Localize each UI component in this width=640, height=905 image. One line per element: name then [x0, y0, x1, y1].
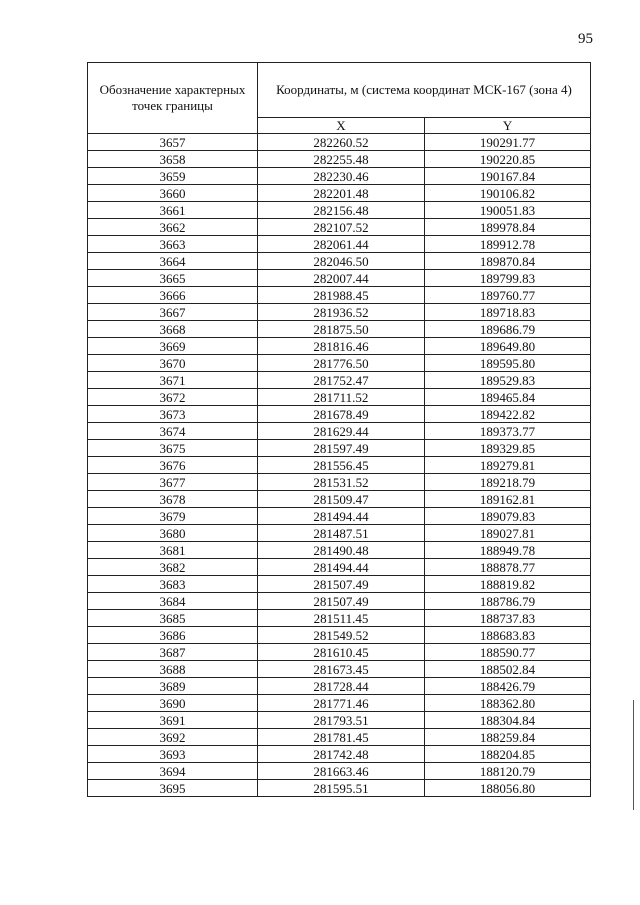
x-coordinate-cell: 282061.44	[258, 236, 425, 253]
x-coordinate-cell: 281663.46	[258, 763, 425, 780]
point-id-cell: 3658	[88, 151, 258, 168]
y-coordinate-cell: 189870.84	[425, 253, 591, 270]
point-id-cell: 3672	[88, 389, 258, 406]
point-id-cell: 3667	[88, 304, 258, 321]
table-row	[88, 440, 591, 457]
y-coordinate-cell: 189649.80	[425, 338, 591, 355]
point-id-cell: 3694	[88, 763, 258, 780]
coordinates-table	[87, 62, 591, 797]
point-id-cell: 3664	[88, 253, 258, 270]
table-row	[88, 406, 591, 423]
y-coordinate-cell: 189529.83	[425, 372, 591, 389]
point-id-cell: 3684	[88, 593, 258, 610]
point-id-cell: 3695	[88, 780, 258, 797]
table-row	[88, 219, 591, 236]
point-id-cell: 3686	[88, 627, 258, 644]
point-id-cell: 3681	[88, 542, 258, 559]
table-row	[88, 763, 591, 780]
header-x: X	[258, 118, 425, 134]
y-coordinate-cell: 188786.79	[425, 593, 591, 610]
x-coordinate-cell: 281507.49	[258, 576, 425, 593]
y-coordinate-cell: 188056.80	[425, 780, 591, 797]
table-row	[88, 576, 591, 593]
x-coordinate-cell: 281511.45	[258, 610, 425, 627]
table-body	[88, 134, 591, 797]
x-coordinate-cell: 281556.45	[258, 457, 425, 474]
y-coordinate-cell: 190051.83	[425, 202, 591, 219]
table-row	[88, 559, 591, 576]
x-coordinate-cell: 281781.45	[258, 729, 425, 746]
x-coordinate-cell: 281678.49	[258, 406, 425, 423]
x-coordinate-cell: 281742.48	[258, 746, 425, 763]
y-coordinate-cell: 188204.85	[425, 746, 591, 763]
table-row	[88, 253, 591, 270]
y-coordinate-cell: 189218.79	[425, 474, 591, 491]
scan-margin-line	[633, 700, 634, 810]
x-coordinate-cell: 281487.51	[258, 525, 425, 542]
x-coordinate-cell: 281771.46	[258, 695, 425, 712]
table-row	[88, 644, 591, 661]
y-coordinate-cell: 189760.77	[425, 287, 591, 304]
x-coordinate-cell: 281490.48	[258, 542, 425, 559]
x-coordinate-cell: 281595.51	[258, 780, 425, 797]
point-id-cell: 3666	[88, 287, 258, 304]
x-coordinate-cell: 281507.49	[258, 593, 425, 610]
table-row	[88, 457, 591, 474]
table-row	[88, 508, 591, 525]
point-id-cell: 3690	[88, 695, 258, 712]
table-row	[88, 202, 591, 219]
x-coordinate-cell: 282255.48	[258, 151, 425, 168]
y-coordinate-cell: 190167.84	[425, 168, 591, 185]
table-row	[88, 134, 591, 151]
header-y: Y	[425, 118, 591, 134]
point-id-cell: 3688	[88, 661, 258, 678]
point-id-cell: 3692	[88, 729, 258, 746]
table-row	[88, 729, 591, 746]
x-coordinate-cell: 282230.46	[258, 168, 425, 185]
y-coordinate-cell: 189422.82	[425, 406, 591, 423]
x-coordinate-cell: 282156.48	[258, 202, 425, 219]
table-row	[88, 236, 591, 253]
point-id-cell: 3693	[88, 746, 258, 763]
table-row	[88, 151, 591, 168]
point-id-cell: 3663	[88, 236, 258, 253]
point-id-cell: 3687	[88, 644, 258, 661]
y-coordinate-cell: 188949.78	[425, 542, 591, 559]
x-coordinate-cell: 281793.51	[258, 712, 425, 729]
table-row	[88, 695, 591, 712]
point-id-cell: 3671	[88, 372, 258, 389]
point-id-cell: 3685	[88, 610, 258, 627]
point-id-cell: 3673	[88, 406, 258, 423]
x-coordinate-cell: 282046.50	[258, 253, 425, 270]
table-row	[88, 270, 591, 287]
header-coordinates-group: Координаты, м (система координат МСК-167 (зона 4)	[258, 63, 591, 118]
table-row	[88, 610, 591, 627]
point-id-cell: 3679	[88, 508, 258, 525]
x-coordinate-cell: 282007.44	[258, 270, 425, 287]
x-coordinate-cell: 281776.50	[258, 355, 425, 372]
y-coordinate-cell: 189799.83	[425, 270, 591, 287]
point-id-cell: 3683	[88, 576, 258, 593]
y-coordinate-cell: 188502.84	[425, 661, 591, 678]
point-id-cell: 3689	[88, 678, 258, 695]
x-coordinate-cell: 281936.52	[258, 304, 425, 321]
table-row	[88, 780, 591, 797]
x-coordinate-cell: 281988.45	[258, 287, 425, 304]
y-coordinate-cell: 189329.85	[425, 440, 591, 457]
y-coordinate-cell: 189686.79	[425, 321, 591, 338]
y-coordinate-cell: 189465.84	[425, 389, 591, 406]
point-id-cell: 3657	[88, 134, 258, 151]
table-row	[88, 423, 591, 440]
table-row	[88, 678, 591, 695]
table-row	[88, 321, 591, 338]
page-number: 95	[578, 31, 593, 47]
point-id-cell: 3661	[88, 202, 258, 219]
y-coordinate-cell: 189279.81	[425, 457, 591, 474]
y-coordinate-cell: 188426.79	[425, 678, 591, 695]
header-point-label: Обозначение характерных точек границы	[88, 63, 258, 134]
table-row	[88, 661, 591, 678]
table-row	[88, 287, 591, 304]
table-row	[88, 389, 591, 406]
x-coordinate-cell: 281549.52	[258, 627, 425, 644]
x-coordinate-cell: 281531.52	[258, 474, 425, 491]
x-coordinate-cell: 282201.48	[258, 185, 425, 202]
table-row	[88, 372, 591, 389]
y-coordinate-cell: 188878.77	[425, 559, 591, 576]
point-id-cell: 3660	[88, 185, 258, 202]
point-id-cell: 3682	[88, 559, 258, 576]
y-coordinate-cell: 189162.81	[425, 491, 591, 508]
table-row	[88, 491, 591, 508]
y-coordinate-cell: 189373.77	[425, 423, 591, 440]
x-coordinate-cell: 281509.47	[258, 491, 425, 508]
point-id-cell: 3674	[88, 423, 258, 440]
point-id-cell: 3670	[88, 355, 258, 372]
table-row	[88, 712, 591, 729]
table-row	[88, 627, 591, 644]
y-coordinate-cell: 188683.83	[425, 627, 591, 644]
x-coordinate-cell: 281752.47	[258, 372, 425, 389]
table-row	[88, 338, 591, 355]
y-coordinate-cell: 190220.85	[425, 151, 591, 168]
point-id-cell: 3659	[88, 168, 258, 185]
table-row	[88, 355, 591, 372]
table-row	[88, 542, 591, 559]
y-coordinate-cell: 188259.84	[425, 729, 591, 746]
x-coordinate-cell: 282260.52	[258, 134, 425, 151]
x-coordinate-cell: 282107.52	[258, 219, 425, 236]
y-coordinate-cell: 189079.83	[425, 508, 591, 525]
point-id-cell: 3691	[88, 712, 258, 729]
table-row	[88, 525, 591, 542]
x-coordinate-cell: 281629.44	[258, 423, 425, 440]
x-coordinate-cell: 281816.46	[258, 338, 425, 355]
table-row	[88, 168, 591, 185]
x-coordinate-cell: 281610.45	[258, 644, 425, 661]
y-coordinate-cell: 189718.83	[425, 304, 591, 321]
y-coordinate-cell: 190291.77	[425, 134, 591, 151]
table-header	[88, 63, 591, 134]
y-coordinate-cell: 188120.79	[425, 763, 591, 780]
y-coordinate-cell: 188304.84	[425, 712, 591, 729]
point-id-cell: 3668	[88, 321, 258, 338]
y-coordinate-cell: 189027.81	[425, 525, 591, 542]
x-coordinate-cell: 281728.44	[258, 678, 425, 695]
point-id-cell: 3680	[88, 525, 258, 542]
y-coordinate-cell: 188362.80	[425, 695, 591, 712]
x-coordinate-cell: 281494.44	[258, 508, 425, 525]
x-coordinate-cell: 281597.49	[258, 440, 425, 457]
point-id-cell: 3669	[88, 338, 258, 355]
table-row	[88, 474, 591, 491]
table-row	[88, 593, 591, 610]
x-coordinate-cell: 281673.45	[258, 661, 425, 678]
x-coordinate-cell: 281711.52	[258, 389, 425, 406]
x-coordinate-cell: 281494.44	[258, 559, 425, 576]
point-id-cell: 3677	[88, 474, 258, 491]
y-coordinate-cell: 189595.80	[425, 355, 591, 372]
point-id-cell: 3665	[88, 270, 258, 287]
table-row	[88, 746, 591, 763]
point-id-cell: 3676	[88, 457, 258, 474]
table-row	[88, 185, 591, 202]
x-coordinate-cell: 281875.50	[258, 321, 425, 338]
y-coordinate-cell: 189912.78	[425, 236, 591, 253]
y-coordinate-cell: 188819.82	[425, 576, 591, 593]
table-row	[88, 304, 591, 321]
point-id-cell: 3662	[88, 219, 258, 236]
point-id-cell: 3678	[88, 491, 258, 508]
y-coordinate-cell: 188590.77	[425, 644, 591, 661]
y-coordinate-cell: 189978.84	[425, 219, 591, 236]
y-coordinate-cell: 190106.82	[425, 185, 591, 202]
point-id-cell: 3675	[88, 440, 258, 457]
y-coordinate-cell: 188737.83	[425, 610, 591, 627]
